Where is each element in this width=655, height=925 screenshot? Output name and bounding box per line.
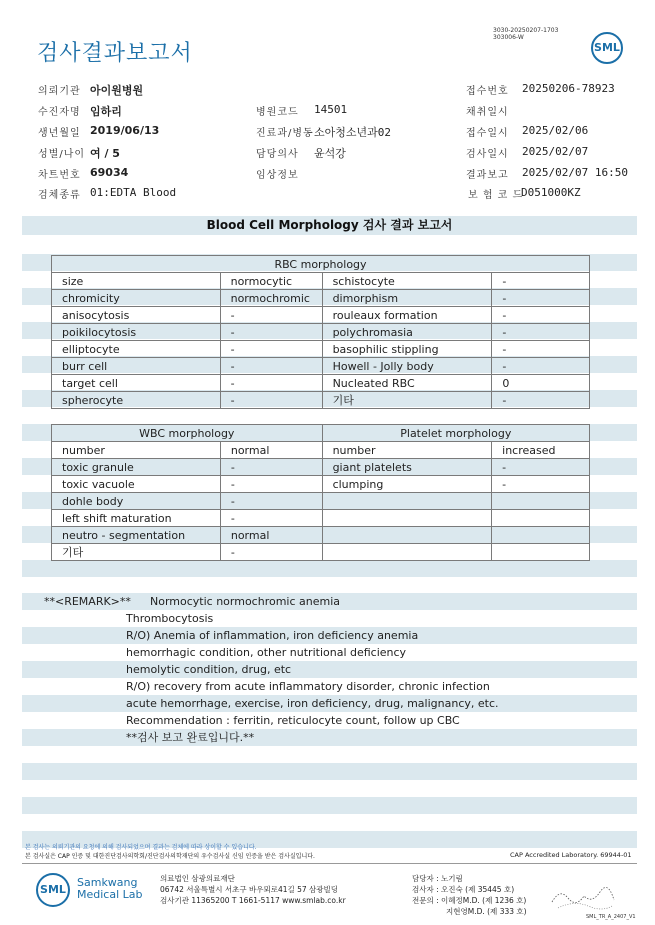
corporation-info: [160, 873, 346, 906]
chart-value: 69034: [90, 166, 129, 179]
wbc-result: normal: [220, 442, 322, 459]
birth-label: 생년월일: [38, 128, 81, 139]
hospital-code-value: 14501: [314, 103, 348, 116]
institution-label: 의뢰기관: [38, 86, 81, 97]
doc-code-2: 303006-W: [493, 34, 524, 41]
platelet-item: [322, 510, 492, 527]
wbc-platelet-table: [51, 424, 590, 561]
platelet-item: [322, 544, 492, 561]
insurance-value: D051000KZ: [521, 186, 581, 199]
info-row-6: [38, 186, 638, 206]
rbc-result: -: [220, 307, 322, 324]
insurance-label: 보 험 코 드: [468, 190, 524, 201]
receipt-date-label: 접수일시: [466, 128, 509, 139]
remark-line: R/O) recovery from acute inflammatory disorder, chronic infection: [126, 680, 490, 693]
table-row: [52, 442, 590, 459]
wbc-item: neutro - segmentation: [52, 527, 221, 544]
wbc-item: toxic vacuole: [52, 476, 221, 493]
disclaimer-note: 본 검사는 의뢰기관의 요청에 의해 검사되었으며 결과는 검체에 따라 상이할 수 있습니다.: [25, 844, 257, 851]
table-row: [52, 375, 590, 392]
rbc-item: rouleaux formation: [322, 307, 492, 324]
platelet-item: [322, 493, 492, 510]
wbc-item: left shift maturation: [52, 510, 221, 527]
rbc-result: normochromic: [220, 290, 322, 307]
rbc-result: 0: [492, 375, 590, 392]
table-row: [52, 459, 590, 476]
corp-address: 06742 서울특별시 서초구 바우뫼로41길 57 삼광빌딩: [160, 885, 339, 894]
corp-name: 의료법인 삼광의료재단: [160, 874, 235, 883]
rbc-item: poikilocytosis: [52, 324, 221, 341]
rbc-item: elliptocyte: [52, 341, 221, 358]
doc-code-1: 3030-20250207-1703: [493, 27, 559, 34]
info-row-4: [38, 145, 638, 165]
platelet-result: [492, 544, 590, 561]
wbc-result: -: [220, 476, 322, 493]
stripe: [22, 797, 637, 814]
doctor-value: 윤석강: [314, 147, 346, 160]
sml-logo: SML: [591, 32, 623, 64]
rbc-item: basophilic stippling: [322, 341, 492, 358]
doctor-label: 담당의사: [256, 149, 299, 160]
company-name-line2: Medical Lab: [77, 888, 143, 901]
platelet-item: clumping: [322, 476, 492, 493]
sex-age-label: 성별/나이: [38, 149, 86, 160]
accreditation-note: 본 검사실은 CAP 인증 및 대한진단검사의학회/진단검사의학재단의 우수검사실 신임 인증을 받은 검사실입니다.: [25, 853, 315, 860]
table-row: [52, 510, 590, 527]
report-date-label: 결과보고: [466, 170, 509, 181]
document-codes: [493, 27, 558, 41]
rbc-item: polychromasia: [322, 324, 492, 341]
specialist-2: 지현영M.D. (제 333 호): [446, 907, 527, 916]
receipt-no-value: 20250206-78923: [522, 82, 615, 95]
platelet-result: -: [492, 459, 590, 476]
stripe: [22, 763, 637, 780]
stripe: [22, 729, 637, 746]
institution-value: 아이원병원: [90, 84, 144, 97]
hospital-code-label: 병원코드: [256, 107, 299, 118]
rbc-item: burr cell: [52, 358, 221, 375]
remark-line: hemorrhagic condition, other nutritional deficiency: [126, 646, 407, 659]
company-name: [77, 877, 143, 901]
rbc-result: -: [492, 273, 590, 290]
platelet-result: [492, 510, 590, 527]
rbc-result: -: [220, 392, 322, 409]
stripe: [22, 560, 637, 577]
table-row: [52, 273, 590, 290]
signatories: [412, 873, 527, 917]
platelet-result: -: [492, 476, 590, 493]
wbc-item: number: [52, 442, 221, 459]
rbc-item: Nucleated RBC: [322, 375, 492, 392]
remark-line: Recommendation : ferritin, reticulocyte count, follow up CBC: [126, 714, 460, 727]
receipt-date-value: 2025/02/06: [522, 124, 589, 137]
rbc-result: -: [492, 392, 590, 409]
dept-value: 소아청소년과02: [314, 126, 392, 139]
rbc-result: -: [220, 324, 322, 341]
rbc-result: -: [492, 307, 590, 324]
report-title: Blood Cell Morphology 검사 결과 보고서: [22, 216, 637, 235]
test-date-label: 검사일시: [466, 149, 509, 160]
patient-value: 임하리: [90, 105, 122, 118]
corp-contact: 검사기관 11365200 T 1661-5117 www.smlab.co.kr: [160, 896, 346, 905]
report-date-value: 2025/02/07 16:50: [522, 166, 628, 179]
rbc-result: -: [220, 341, 322, 358]
clinical-label: 임상정보: [256, 170, 299, 181]
wbc-item: toxic granule: [52, 459, 221, 476]
birth-value: 2019/06/13: [90, 124, 160, 137]
signature-icon: [548, 882, 618, 912]
remark-line: **검사 보고 완료입니다.**: [126, 731, 255, 744]
remark-line: hemolytic condition, drug, etc: [126, 663, 292, 676]
chart-label: 차트번호: [38, 170, 81, 181]
footer-divider: [22, 863, 637, 864]
wbc-result: -: [220, 459, 322, 476]
rbc-header: RBC morphology: [52, 256, 590, 273]
table-row: [52, 341, 590, 358]
cap-accreditation: CAP Accredited Laboratory. 69944-01: [510, 851, 632, 859]
wbc-item: dohle body: [52, 493, 221, 510]
rbc-item: Howell - Jolly body: [322, 358, 492, 375]
collect-label: 채취일시: [466, 107, 509, 118]
receipt-no-label: 접수번호: [466, 86, 509, 97]
remark-line: Thrombocytosis: [126, 612, 214, 625]
platelet-result: increased: [492, 442, 590, 459]
table-row: [52, 476, 590, 493]
rbc-item: 기타: [322, 392, 492, 409]
rbc-item: chromicity: [52, 290, 221, 307]
dept-label: 진료과/병동: [256, 128, 314, 139]
specialist-1: 전문의 : 이혜정M.D. (제 1236 호): [412, 896, 527, 905]
sml-logo-icon: SML: [36, 873, 70, 907]
info-row-1: [38, 82, 638, 102]
wbc-result: normal: [220, 527, 322, 544]
platelet-item: giant platelets: [322, 459, 492, 476]
rbc-result: -: [492, 290, 590, 307]
info-row-3: [38, 124, 638, 144]
wbc-result: -: [220, 510, 322, 527]
table-row: [52, 544, 590, 561]
platelet-item: [322, 527, 492, 544]
platelet-result: [492, 527, 590, 544]
table-row: [52, 493, 590, 510]
wbc-header: WBC morphology: [52, 425, 323, 442]
rbc-result: -: [492, 324, 590, 341]
remark-label: **<REMARK>**: [44, 595, 131, 608]
rbc-morphology-table: [51, 255, 590, 409]
rbc-result: -: [220, 358, 322, 375]
table-row: [52, 324, 590, 341]
table-row: [52, 307, 590, 324]
rbc-result: -: [492, 341, 590, 358]
info-row-2: [38, 103, 638, 123]
rbc-item: dimorphism: [322, 290, 492, 307]
table-row: [52, 527, 590, 544]
rbc-result: -: [220, 375, 322, 392]
platelet-item: number: [322, 442, 492, 459]
wbc-result: -: [220, 493, 322, 510]
rbc-result: -: [492, 358, 590, 375]
rbc-result: normocytic: [220, 273, 322, 290]
info-row-5: [38, 166, 638, 186]
staff-in-charge: 담당자 : 노기림: [412, 874, 463, 883]
platelet-header: Platelet morphology: [322, 425, 589, 442]
tester: 검사자 : 오진숙 (제 35445 호): [412, 885, 515, 894]
rbc-item: schistocyte: [322, 273, 492, 290]
sex-age-value: 여 / 5: [90, 147, 120, 160]
page-title: 검사결과보고서: [37, 41, 193, 66]
rbc-item: spherocyte: [52, 392, 221, 409]
wbc-item: 기타: [52, 544, 221, 561]
rbc-item: anisocytosis: [52, 307, 221, 324]
table-row: [52, 358, 590, 375]
remark-line: Normocytic normochromic anemia: [150, 595, 341, 608]
remark-line: R/O) Anemia of inflammation, iron deficiency anemia: [126, 629, 419, 642]
remark-line: acute hemorrhage, exercise, iron deficiency, drug, malignancy, etc.: [126, 697, 499, 710]
wbc-result: -: [220, 544, 322, 561]
stripe: [22, 661, 637, 678]
patient-label: 수진자명: [38, 107, 81, 118]
rbc-item: target cell: [52, 375, 221, 392]
specimen-value: 01:EDTA Blood: [90, 186, 177, 199]
platelet-result: [492, 493, 590, 510]
test-date-value: 2025/02/07: [522, 145, 589, 158]
specimen-label: 검체종류: [38, 190, 81, 201]
company-name-line1: Samkwang: [77, 876, 138, 889]
form-code: SML_TR_A_2407_V1: [586, 914, 636, 920]
table-row: [52, 392, 590, 409]
rbc-item: size: [52, 273, 221, 290]
table-row: [52, 290, 590, 307]
